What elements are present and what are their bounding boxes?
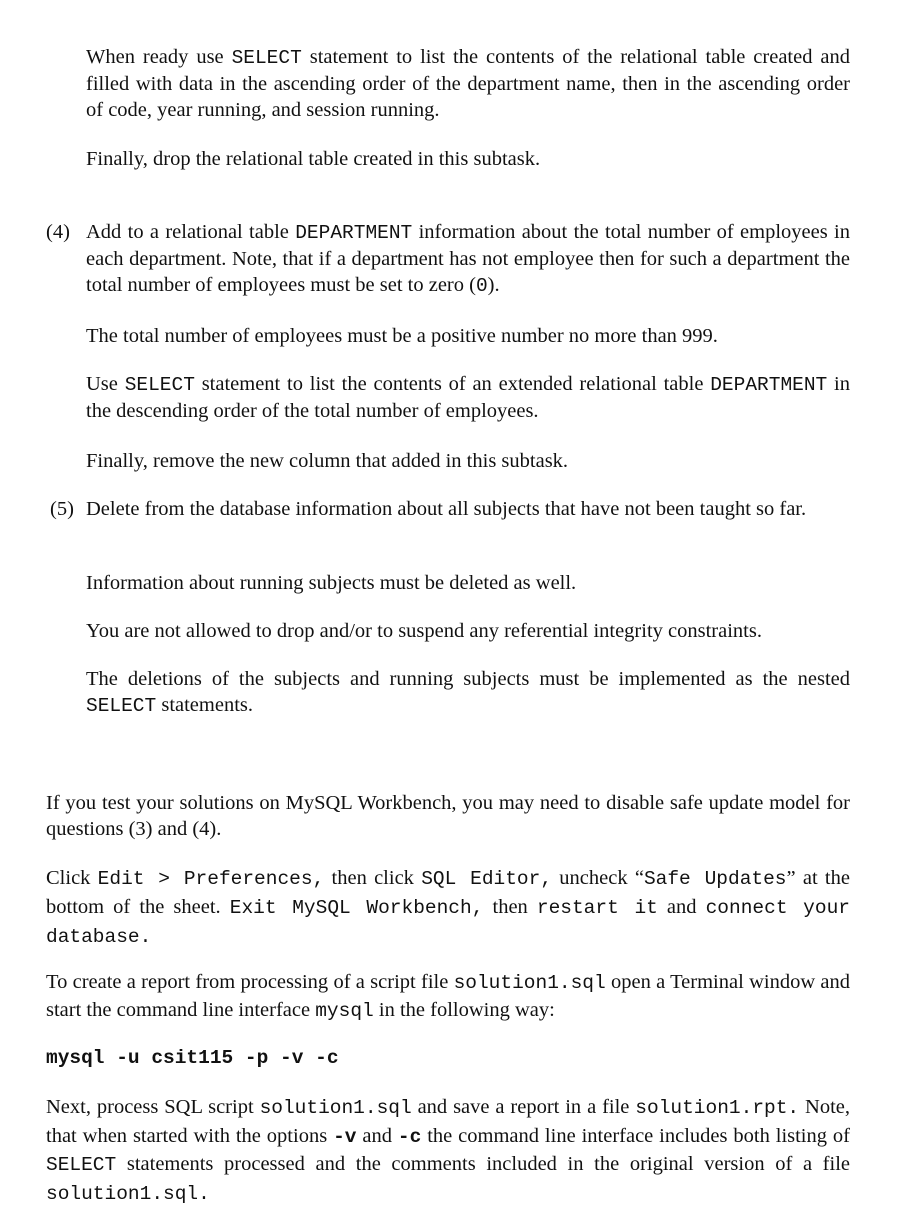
item-4-text — [86, 219, 850, 299]
text: statements processed and the comments included in the original version of a file — [116, 1153, 850, 1175]
item-number: (5) — [50, 498, 74, 520]
paragraph-constraints: You are not allowed to drop and/or to suspend any referential integrity constraints. — [86, 620, 762, 642]
text: and — [657, 896, 706, 918]
code-department: DEPARTMENT — [295, 222, 413, 244]
paragraph-total-employees: The total number of employees must be a positive number no more than 999. — [86, 325, 718, 347]
text: open a Terminal window and start the command line interface — [46, 971, 850, 1021]
text: Note, that when started with the options — [46, 1096, 850, 1147]
code-safe-updates: Safe Updates — [643, 868, 787, 890]
paragraph-remove-column: Finally, remove the new column that added in this subtask. — [86, 450, 569, 472]
text: When ready use — [86, 46, 232, 68]
text: The deletions of the subjects and running subjects must be implemented as the nested — [86, 668, 850, 690]
code-solution-sql: solution1.sql. — [46, 1182, 210, 1205]
code-solution-sql: solution1.sql — [259, 1097, 412, 1119]
paragraph-use-select — [86, 371, 850, 424]
code-solution-rpt: solution1.rpt. — [635, 1097, 800, 1119]
text: Use — [86, 373, 125, 395]
paragraph-select-order — [86, 44, 850, 123]
text: Next, process SQL script — [46, 1096, 260, 1118]
paragraph-drop-table: Finally, drop the relational table created in this subtask. — [86, 148, 541, 170]
code-restart: restart it — [536, 897, 658, 919]
command-line: mysql -u csit115 -p -v -c — [46, 1047, 339, 1069]
text: ). — [487, 274, 500, 296]
text: statements. — [156, 694, 254, 716]
paragraph-create-report — [46, 969, 850, 1025]
text: information about the total number of employees in each department. Note, that if a department has not employee then for such a department the total number of employees must be set to zero ( — [86, 221, 850, 296]
code-select: SELECT — [124, 374, 195, 396]
code-select: SELECT — [231, 47, 302, 69]
text: To create a report from processing of a script file — [46, 971, 454, 993]
paragraph-preferences — [46, 864, 850, 951]
code-exit-workbench: Exit MySQL Workbench, — [229, 897, 484, 919]
text: ” at the bottom of the sheet. — [46, 867, 850, 918]
text: Add to a relational table — [86, 221, 296, 243]
code-connect-database: connect your database. — [46, 897, 850, 948]
code-solution-sql: solution1.sql — [453, 972, 606, 994]
code-select: SELECT — [46, 1154, 117, 1176]
text: statement to list the contents of an extended relational table — [194, 373, 711, 395]
code-zero: 0 — [475, 275, 488, 297]
text: then — [483, 896, 537, 918]
code-select: SELECT — [86, 695, 157, 717]
paragraph-process-script — [46, 1094, 850, 1208]
code-edit-preferences: Edit > Preferences, — [97, 868, 325, 890]
code-option-c: -c — [397, 1125, 422, 1148]
paragraph-nested-select — [86, 666, 850, 719]
item-number: (4) — [46, 221, 70, 243]
text: and — [356, 1124, 398, 1147]
text: then click — [324, 867, 422, 889]
text: in the descending order of the total number of employees. — [86, 373, 851, 422]
paragraph-running-subjects: Information about running subjects must be deleted as well. — [86, 572, 577, 594]
text: statement to list the contents of the relational table created and filled with data in the ascending order of the department name, then in the ascending order of code, year running, and session running. — [86, 46, 850, 121]
paragraph-workbench: If you test your solutions on MySQL Workbench, you may need to disable safe update model for questions (3) and (4). — [46, 792, 850, 840]
text: uncheck “ — [552, 867, 644, 889]
text: in the following way: — [373, 999, 555, 1021]
text: Click — [46, 867, 98, 889]
code-sql-editor: SQL Editor, — [421, 868, 553, 890]
code-option-v: -v — [333, 1125, 357, 1148]
code-department: DEPARTMENT — [710, 374, 828, 396]
code-mysql: mysql — [315, 1000, 374, 1022]
item-5-text: Delete from the database information about all subjects that have not been taught so far. — [86, 498, 807, 520]
text: the command line interface includes both listing of — [421, 1124, 850, 1147]
text: and save a report in a file — [411, 1096, 636, 1118]
